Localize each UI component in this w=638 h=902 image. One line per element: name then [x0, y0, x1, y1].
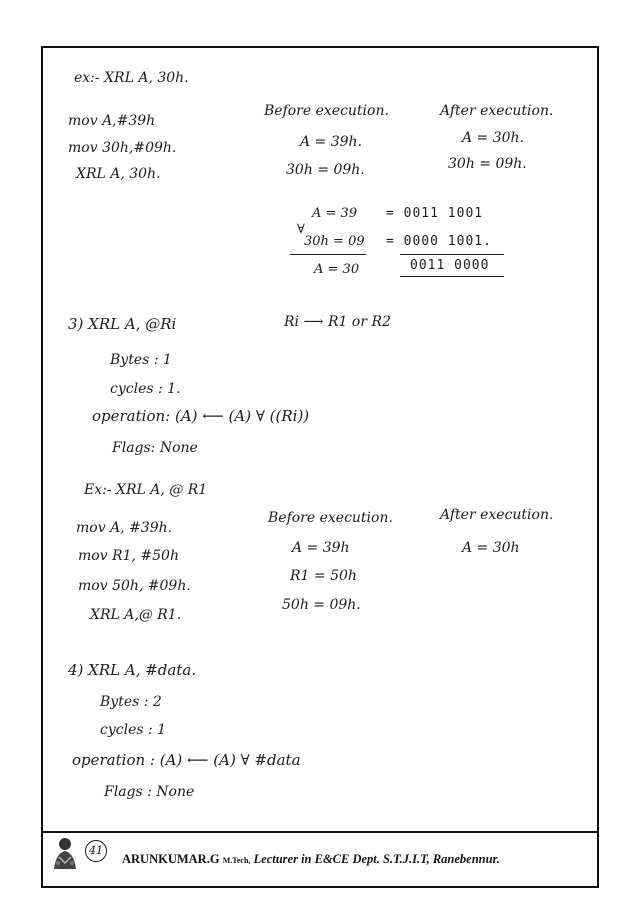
section3-flags: Flags: None [112, 440, 198, 456]
footer-degree: M.Tech, [222, 856, 251, 865]
section4-flags: Flags : None [104, 784, 195, 800]
example1-code-line-1: mov A,#39h [68, 113, 156, 129]
example1-code-line-2: mov 30h,#09h. [68, 140, 177, 156]
footer-author: ARUNKUMAR.G [122, 852, 220, 866]
calc-row3-right: 0011 0000 [410, 258, 490, 273]
section3-example-heading: Ex:- XRL A, @ R1 [84, 482, 208, 498]
section3-after-value-1: A = 30h [462, 540, 520, 556]
example1-after-value-1: A = 30h. [462, 130, 525, 146]
section3-heading: 3) XRL A, @Ri [68, 315, 177, 333]
calc-row2-right: = 0000 1001. [386, 234, 492, 249]
section3-bytes: Bytes : 1 [110, 352, 172, 368]
section3-before-label: Before execution. [268, 510, 393, 526]
example1-before-value-1: A = 39h. [300, 134, 363, 150]
section3-before-value-2: R1 = 50h [290, 568, 357, 584]
section3-code-line-3: mov 50h, #09h. [78, 578, 191, 594]
calc-row3-left: A = 30 [314, 262, 360, 277]
example1-after-label: After execution. [440, 103, 554, 119]
section3-after-label: After execution. [440, 507, 554, 523]
calc-row1-right: = 0011 1001 [386, 206, 484, 221]
example1-before-label: Before execution. [264, 103, 389, 119]
footer-credit [122, 852, 500, 867]
section4-operation: operation : (A) ⟵ (A) ∀ #data [72, 751, 301, 769]
calc-row2-left: 30h = 09 [304, 234, 365, 249]
calc-right-underline [400, 276, 504, 277]
calc-right-rule [400, 254, 504, 255]
section3-operation: operation: (A) ⟵ (A) ∀ ((Ri)) [92, 407, 310, 425]
ri-note: Ri ⟶ R1 or R2 [284, 314, 391, 330]
example1-code-line-3: XRL A, 30h. [76, 166, 161, 182]
section3-before-value-1: A = 39h [292, 540, 350, 556]
example1-after-value-2: 30h = 09h. [448, 156, 527, 172]
author-photo-icon [50, 835, 80, 871]
section3-code-line-4: XRL A,@ R1. [90, 607, 182, 623]
footer-divider [41, 831, 599, 833]
example1-heading: ex:- XRL A, 30h. [74, 70, 189, 86]
section4-bytes: Bytes : 2 [100, 694, 162, 710]
section3-cycles: cycles : 1. [110, 381, 181, 397]
calc-left-rule [290, 254, 366, 255]
footer-designation: Lecturer in E&CE Dept. S.T.J.I.T, Ranebennur. [253, 852, 500, 866]
section3-code-line-2: mov R1, #50h [78, 548, 179, 564]
example1-before-value-2: 30h = 09h. [286, 162, 365, 178]
section3-before-value-3: 50h = 09h. [282, 597, 361, 613]
page-number-badge: 41 [85, 840, 107, 862]
xor-symbol: ∀ [297, 222, 305, 237]
section4-cycles: cycles : 1 [100, 722, 167, 738]
section4-heading: 4) XRL A, #data. [68, 661, 197, 679]
calc-row1-left: A = 39 [312, 206, 358, 221]
section3-code-line-1: mov A, #39h. [76, 520, 173, 536]
